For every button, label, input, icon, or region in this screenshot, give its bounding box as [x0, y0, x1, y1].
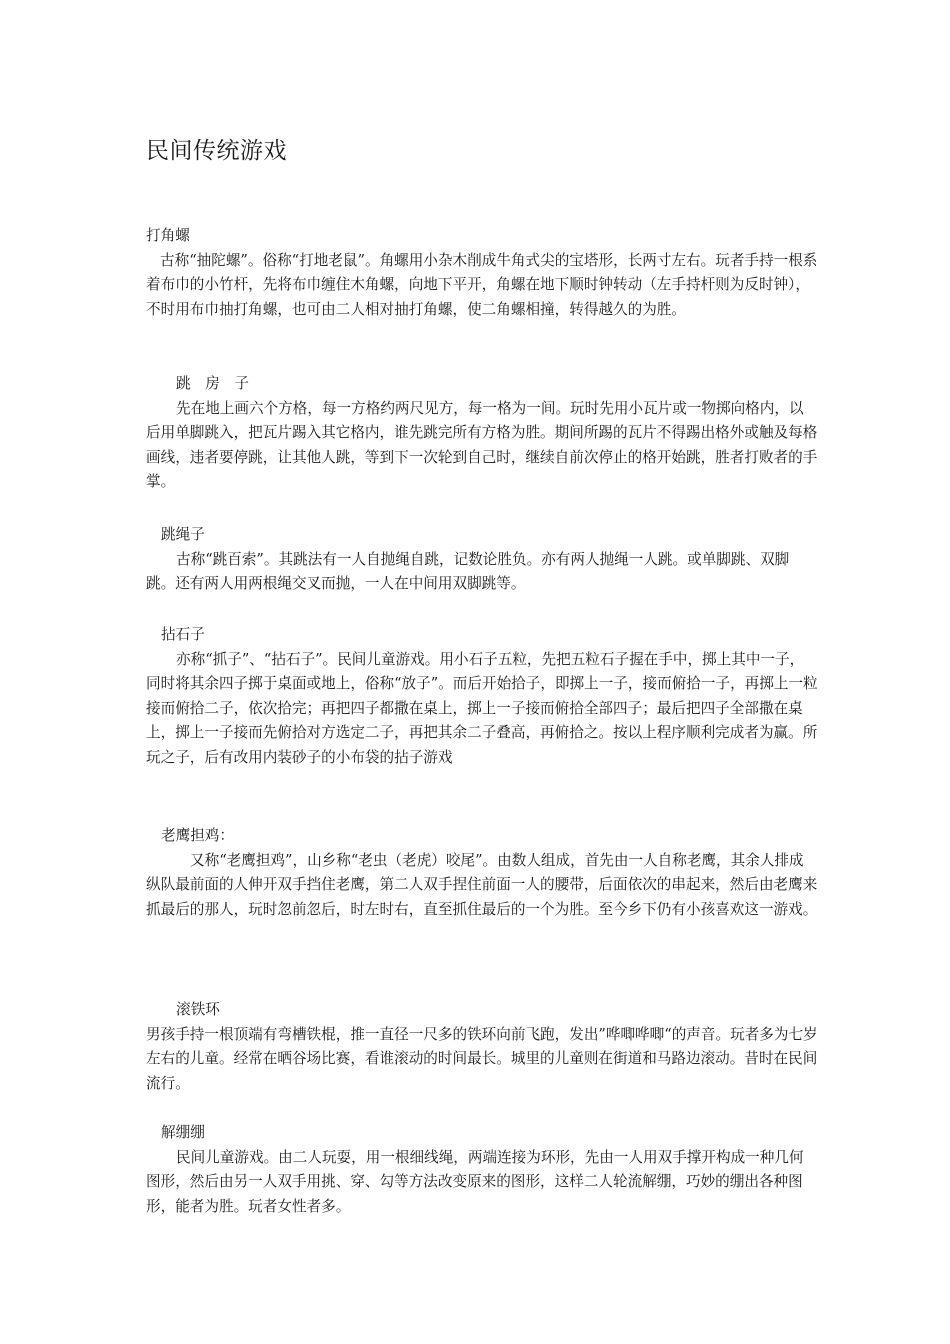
section-body	[146, 249, 818, 323]
section-paragraph: 亦称“抓子”、“拈石子”。民间儿童游戏。用小石子五粒，先把五粒石子握在手中，掷上其中一子，同时将其余四子掷于桌面或地上，俗称“放子”。而后开始拾子，即掷上一子，接而俯拾一子，再掷上一粒接而俯拾二子，依次拾完；再把四子都撒在桌上，掷上一子接而俯拾全部四子；最后把四子全部撒在桌上，掷上一子接而先俯拾对方选定二子，再把其余二子叠高，再俯拾之。按以上程序顺利完成者为赢。所玩之子，后有改用内装砂子的小布袋的拈子游戏	[146, 650, 818, 766]
section-pebbles	[146, 623, 818, 771]
section-paragraph: 古称“抽陀螺”。俗称“打地老鼠”。角螺用小杂木削成牛角式尖的宝塔形，长两寸左右。玩者手持一根系着布巾的小竹杆，先将布巾缠住木角螺，向地下平开，角螺在地下顺时钟转动（左手持杆则为反时钟），不时用布巾抽打角螺，也可由二人相对抽打角螺，使二角螺相撞，转得越久的为胜。	[146, 251, 818, 318]
section-heading: 拈石子	[161, 626, 205, 643]
section-hoop-rolling	[146, 998, 818, 1096]
section-jump-rope	[146, 523, 818, 597]
section-body	[146, 548, 818, 597]
section-paragraph: 男孩手持一根顶端有弯槽铁棍，推一直径一尺多的铁环向前飞跑，发出”哗唧哗唧“的声音。玩者多为七岁左右的儿童。经常在晒谷场比赛，看谁滚动的时间最长。城里的儿童则在街道和马路边滚动。昔时在民间流行。	[146, 1025, 818, 1092]
section-body	[146, 849, 818, 923]
section-body	[146, 648, 818, 771]
section-heading: 跳绳子	[161, 526, 205, 543]
document-title: 民间传统游戏	[146, 138, 287, 164]
section-body	[146, 1146, 818, 1220]
section-paragraph: 古称“跳百索”。其跳法有一人自抛绳自跳，记数论胜负。亦有两人抛绳一人跳。或单脚跳、双脚跳。还有两人用两根绳交叉而抛，一人在中间用双脚跳等。	[146, 550, 790, 593]
section-body	[146, 1023, 818, 1097]
section-eagle-catches-chicken	[146, 824, 818, 922]
section-spinning-top	[146, 224, 818, 322]
section-paragraph: 民间儿童游戏。由二人玩耍，用一根细线绳，两端连接为环形，先由一人用双手撑开构成一种几何图形，然后由另一人双手用挑、穿、勾等方法改变原来的图形，这样二人轮流解绷，巧妙的绷出各种图形，能者为胜。玩者女性者多。	[146, 1148, 804, 1215]
section-heading: 解绷绷	[161, 1124, 205, 1141]
section-heading: 滚铁环	[176, 1001, 220, 1018]
section-heading: 跳 房 子	[176, 375, 249, 392]
section-paragraph: 先在地上画六个方格，每一方格约两尺见方，每一格为一间。玩时先用小瓦片或一物掷向格内，以后用单脚跳入，把瓦片踢入其它格内，谁先跳完所有方格为胜。期间所踢的瓦片不得踢出格外或触及每格画线，违者要停跳，让其他人跳，等到下一次轮到自己时，继续自前次停止的格开始跳，胜者打败者的手掌。	[146, 399, 818, 491]
section-hopscotch	[146, 372, 818, 495]
section-heading: 老鹰担鸡：	[161, 827, 234, 844]
section-body	[146, 397, 818, 495]
section-heading: 打角螺	[146, 227, 190, 244]
section-cats-cradle	[146, 1121, 818, 1219]
section-paragraph: 又称“老鹰担鸡”，山乡称“老虫（老虎）咬尾”。由数人组成，首先由一人自称老鹰，其余人排成纵队最前面的人伸开双手挡住老鹰，第二人双手捏住前面一人的腰带，后面依次的串起来，然后由老鹰来抓最后的那人，玩时忽前忽后，时左时右，直至抓住最后的一个为胜。至今乡下仍有小孩喜欢这一游戏。	[146, 851, 818, 918]
